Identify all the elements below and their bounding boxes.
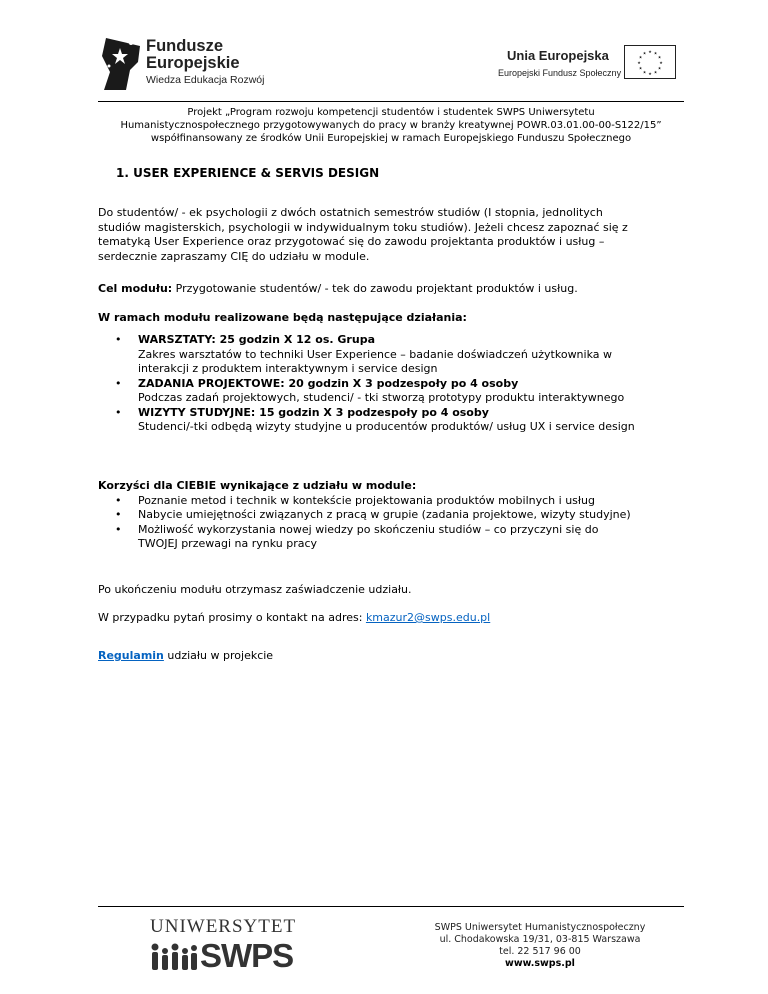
eu-star-icon: ★ [653,69,658,75]
regulations-link[interactable]: Regulamin [98,649,164,662]
intro-line: serdecznie zapraszamy CIĘ do udziału w module. [98,249,370,263]
address-line: ul. Chodakowska 19/31, 03-815 Warszawa [439,934,641,945]
certificate-text: Po ukończeniu modułu otrzymasz zaświadczenie udziału. [98,583,412,596]
list-item [98,523,698,552]
eu-star-icon: ★ [638,54,643,60]
contact-line [98,611,490,624]
header-divider [98,101,684,102]
bullet-icon: • [115,333,122,346]
fe-logo-line-1: Fundusze [146,37,223,55]
list-item [98,494,698,509]
fe-star-emblem-icon [100,36,144,92]
eu-star-icon: ★ [653,50,658,56]
project-line: współfinansowany ze środków Unii Europejskiej w ramach Europejskiego Funduszu Społecznego [150,133,632,144]
eu-star-icon: ★ [648,49,652,54]
contact-prefix: W przypadku pytań prosimy o kontakt na adres: [98,611,366,624]
address-line: SWPS Uniwersytet Humanistycznospołeczny [434,922,646,933]
intro-paragraph [98,206,698,264]
fe-logo-name [146,38,240,72]
eu-star-icon: ★ [637,60,641,65]
eu-star-icon: ★ [648,71,652,76]
benefit-text: Możliwość wykorzystania nowej wiedzy po skończeniu studiów – co przyczyni się do [138,522,599,536]
goal-text: Przygotowanie studentów/ - tek do zawodu projektant produktów i usług. [172,282,578,295]
bullet-icon: • [115,376,122,390]
project-info [98,106,684,145]
website-text: www.swps.pl [505,958,575,969]
fundusze-europejskie-logo [100,36,290,92]
activity-title: ZADANIA PROJEKTOWE: 20 godzin X 3 podzespoły po 4 osoby [138,376,519,390]
activity-desc: Podczas zadań projektowych, studenci/ - tki stworzą prototypy produktu interaktywnego [138,391,625,404]
fe-logo-line-2: Europejskie [146,54,240,72]
bullet-icon: • [115,508,122,521]
list-item [98,377,698,406]
regulations-line [98,649,273,662]
project-line: Humanistycznospołecznego przygotowywanych do pracy w branży kreatywnej POWR.03.01.00-00-S122/15” [120,120,662,131]
fe-logo-subtitle: Wiedza Edukacja Rozwój [146,74,265,86]
benefit-text: TWOJEJ przewagi na rynku pracy [138,537,318,550]
swps-logo [150,916,300,978]
intro-line: Do studentów/ - ek psychologii z dwóch ostatnich semestrów studiów (I stopnia, jednolitych [98,206,603,219]
activities-list [98,333,698,435]
eu-star-icon: ★ [657,65,662,71]
intro-line: tematyką User Experience oraz przygotować się do zawodu projektanta produktów i usług – [98,235,605,248]
bullet-icon: • [115,522,122,536]
goal-label: Cel modułu: [98,282,173,295]
eu-star-icon: ★ [659,60,663,65]
intro-line: studiów magisterskich, psychologii w indywidualnym toku studiów). Jeżeli chcesz zapoznać się z [98,220,628,234]
swps-logo-bottom: SWPS [200,937,294,974]
list-item [98,508,698,523]
benefit-text: Poznanie metod i technik w kontekście projektowania produktów mobilnych i usług [138,493,595,507]
activity-desc: Studenci/-tki odbędą wizyty studyjne u producentów produktów/ usług UX i service design [138,420,635,433]
activity-desc: interakcji z produktem interaktywnym i service design [138,362,438,375]
eu-star-icon: ★ [642,50,647,56]
benefits-title: Korzyści dla CIEBIE wynikające z udziału w module: [98,479,417,492]
module-heading: 1. USER EXPERIENCE & SERVIS DESIGN [116,166,380,180]
swps-logo-top: UNIWERSYTET [150,916,297,937]
benefit-text: Nabycie umiejętności związanych z pracą w grupie (zadania projektowe, wizyty studyjne) [138,508,631,521]
bullet-icon: • [115,405,122,419]
eu-star-icon: ★ [638,65,643,71]
benefits-section [98,479,698,552]
list-item [98,406,698,435]
regulations-suffix: udziału w projekcie [163,649,274,662]
people-silhouettes-icon [150,942,198,972]
activity-desc: Zakres warsztatów to techniki User Experience – badanie doświadczeń użytkownika w [138,347,612,361]
footer-address [420,922,660,970]
eu-title: Unia Europejska [507,48,609,63]
eu-star-icon: ★ [657,54,662,60]
eu-star-icon: ★ [642,69,647,75]
contact-email-link[interactable]: kmazur2@swps.edu.pl [365,611,491,624]
bullet-icon: • [115,493,122,507]
eu-stars-icon [625,46,675,78]
footer-divider [98,906,684,907]
list-item [98,333,698,377]
activities-title: W ramach modułu realizowane będą następujące działania: [98,311,467,324]
module-goal [98,282,578,295]
address-line: tel. 22 517 96 00 [499,946,581,957]
eu-flag-icon [624,45,676,79]
activity-title: WARSZTATY: 25 godzin X 12 os. Grupa [138,333,375,346]
project-line: Projekt „Program rozwoju kompetencji studentów i studentek SWPS Uniwersytetu [187,107,595,118]
eu-subtitle: Europejski Fundusz Społeczny [498,68,622,78]
activity-title: WIZYTY STUDYJNE: 15 godzin X 3 podzespoły po 4 osoby [138,405,489,419]
